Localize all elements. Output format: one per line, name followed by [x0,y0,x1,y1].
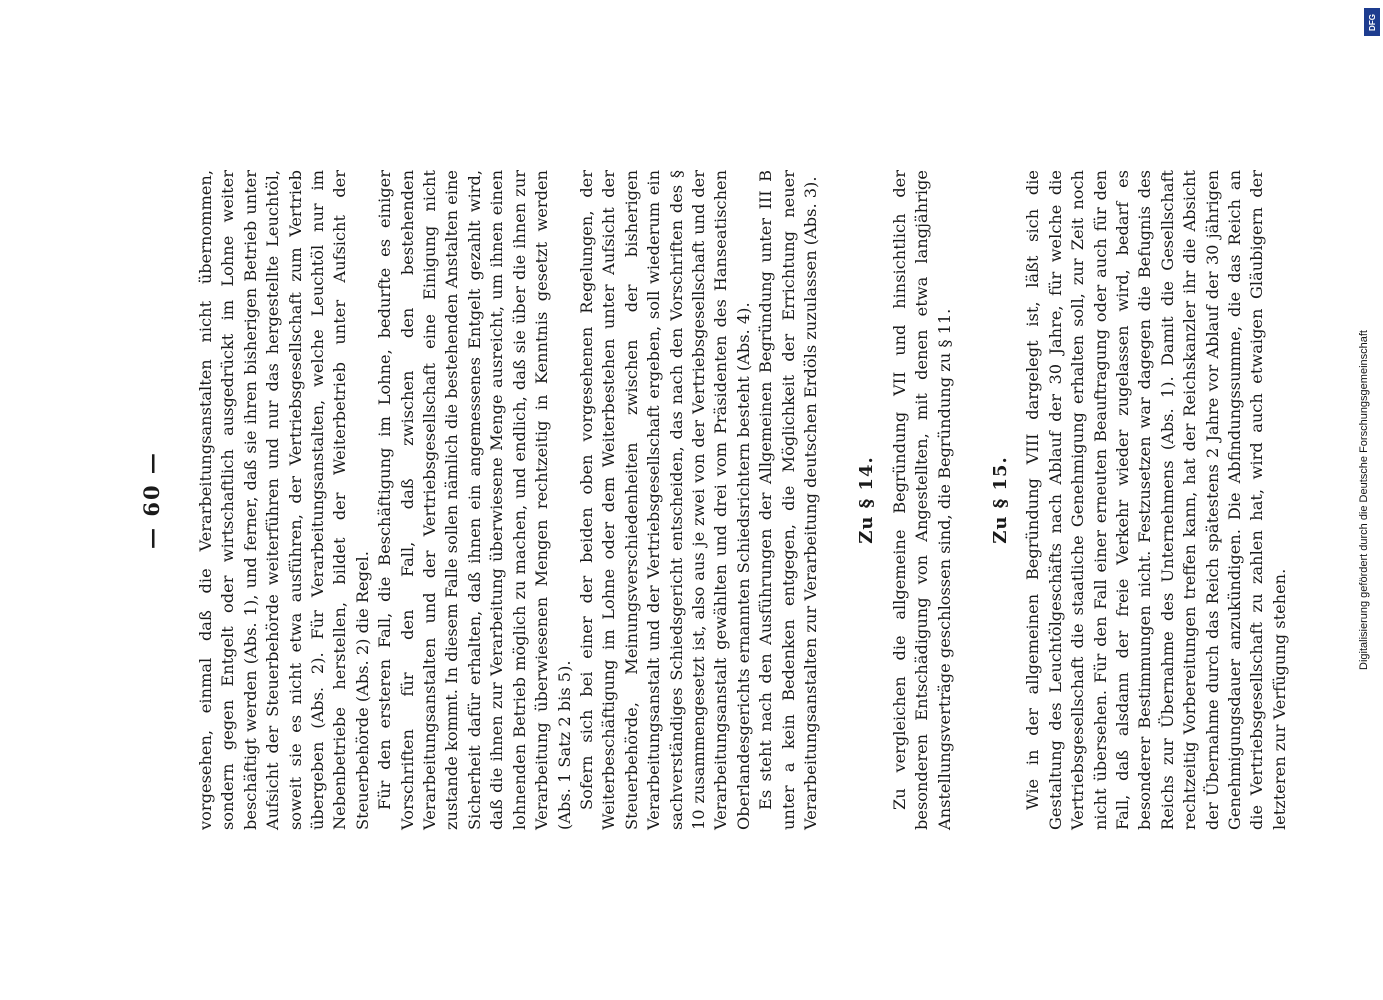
paragraph-4: Es steht nach den Ausführungen der Allgemeinen Begründung unter III B unter a kein Bedenken entgegen, die Möglichkeit der Errichtung neuer Verarbeitungsanstalten zur Verarbeitung deutschen Erdöls zuzulassen (Abs. 3). [756,170,820,830]
paragraph-section-15: Wie in der allgemeinen Begründung VIII dargelegt ist, läßt sich die Gestaltung des Leuchtölgeschäfts nach Ablauf der 30 Jahre, für welche die Vertriebsgesellschaft die staatliche Genehmigung erhalten soll, zur Zeit noch nicht übersehen. Für den Fall einer erneuten Beauftragung oder auch für den Fall, daß alsdann der freie Verkehr wieder zugelassen wird, bedarf es besonderer Bestimmungen nicht. Festzusetzen war dagegen die Befugnis des Reichs zur Übernahme des Unternehmens (Abs. 1). Damit die Gesellschaft rechtzeitig Vorbereitungen treffen kann, hat der Reichskanzler ihr die Absicht der Übernahme durch das Reich spätestens 2 Jahre vor Ablauf der 30 jährigen Genehmigungsdauer anzukündigen. Die Abfindungssumme, die das Reich an die Vertriebsgesellschaft zu zahlen hat, wird auch etwaigen Gläubigern der letzteren zur Verfügung stehen. [1023,170,1289,830]
page-number: — 60 — [139,451,164,549]
dfg-logo-icon [1364,8,1380,36]
section-heading-14: Zu § 14. [856,456,878,544]
paragraph-1: vorgesehen, einmal daß die Verarbeitungsanstalten nicht übernommen, sondern gegen Entgelt oder wirtschaftlich ausgedrückt im Lohne weiter beschäftigt werden (Abs. 1), und ferner, daß sie ihren bisherigen Betrieb unter Aufsicht der Steuerbehörde weiterführen und nur das hergestellte Leuchtöl, soweit sie es nicht etwa ausführen, der Vertriebsgesellschaft zum Vertrieb übergeben (Abs. 2). Für Verarbeitungsanstalten, welche Leuchtöl nur im Nebenbetriebe herstellen, bildet der Weiterbetrieb unter Aufsicht der Steuerbehörde (Abs. 2) die Regel. [196,170,372,830]
section-heading-15: Zu § 15. [990,456,1011,544]
dfg-logo-label: DFG [1367,13,1377,31]
page-body [195,170,1291,830]
document-page [111,170,1289,830]
paragraph-2: Für den ersteren Fall, die Beschäftigung im Lohne, bedurfte es einiger Vorschriften für den Fall, daß zwischen den bestehenden Verarbeitungsanstalten und der Vertriebsgesellschaft eine Einigung nicht zustande kommt. In diesem Falle sollen nämlich die bestehenden Anstalten eine Sicherheit dafür erhalten, daß ihnen ein angemessenes Entgelt gezahlt wird, daß die ihnen zur Verarbeitung überwiesene Menge ausreicht, um ihnen einen lohnenden Betrieb möglich zu machen, und endlich, daß sie über die ihnen zur Verarbeitung überwiesenen Mengen rechtzeitig in Kenntnis gesetzt werden (Abs. 1 Satz 2 bis 5). [375,170,574,830]
paragraph-section-14: Zu vergleichen die allgemeine Begründung VII und hinsichtlich der besonderen Entschädigung von Angestellten, mit denen etwa langjährige Anstellungsverträge geschlossen sind, die Begründung zu § 11. [889,170,954,830]
paragraph-3: Sofern sich bei einer der beiden oben vorgesehenen Regelungen, der Weiterbeschäftigung im Lohne oder dem Weiterbestehen unter Aufsicht der Steuerbehörde, Meinungsverschiedenheiten zwischen der bisherigen Verarbeitungsanstalt und der Vertriebsgesellschaft ergeben, soll wiederum ein sachverständiges Schiedsgericht entscheiden, das nach den Vorschriften des § 10 zusammengesetzt ist, also aus je zwei von der Vertriebsgesellschaft und der Verarbeitungsanstalt gewählten und drei vom Präsidenten des Hanseatischen Oberlandesgerichts ernannten Schiedsrichtern besteht (Abs. 4). [576,170,753,830]
funding-note: Digitalisierung gefördert durch die Deutsche Forschungsgemeinschaft [1358,330,1370,670]
